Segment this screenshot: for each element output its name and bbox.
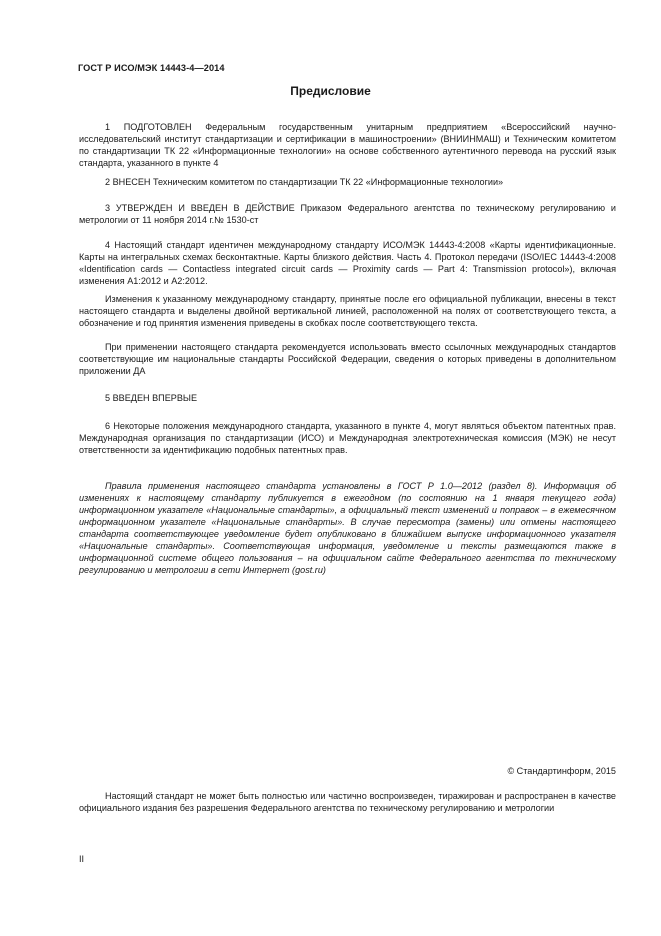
paragraph-3: 3 УТВЕРЖДЕН И ВВЕДЕН В ДЕЙСТВИЕ Приказом Федерального агентства по техническому регулированию и метрологии от 11 ноября 2014 г.№ 1530-ст xyxy=(79,203,616,225)
paragraph-1: 1 ПОДГОТОВЛЕН Федеральным государственным унитарным предприятием «Всероссийский научно-исследовательский институт стандартизации и сертификации в машиностроении» (ВНИИНМАШ) и Техническим комитетом по стандартизации ТК 22 «Информационные технологии» на основе собственного аутентичного перевода на русский язык стандарта, указанного в пункте 4 xyxy=(79,122,616,168)
application-rules-notice: Правила применения настоящего стандарта установлены в ГОСТ Р 1.0—2012 (раздел 8). Информация об изменениях к настоящему стандарту публикуется в ежегодном (по состоянию на 1 января текущего года) информационном указателе «Национальные стандарты», а официальный текст изменений и поправок – в ежемесячном информационном указателе «Национальные стандарты». В случае пересмотра (замены) или отмены настоящего стандарта соответствующее уведомление будет опубликовано в ближайшем выпуске информационного указателя «Национальные стандарты». Соответствующая информация, уведомление и тексты размещаются также в информационной системе общего пользования – на официальном сайте Федерального агентства по техническому регулированию и метрологии в сети Интернет (gost.ru) xyxy=(79,481,616,575)
paragraph-4-changes: Изменения к указанному международному стандарту, принятые после его официальной публикации, внесены в текст настоящего стандарта и выделены двойной вертикальной линией, расположенной на полях от соответствующего текста, а обозначение и год принятия изменения приведены в скобках после соответствующего текста. xyxy=(79,294,616,328)
document-code: ГОСТ Р ИСО/МЭК 14443-4—2014 xyxy=(78,63,225,73)
paragraph-6: 6 Некоторые положения международного стандарта, указанного в пункте 4, могут являться объектом патентных прав. Международная организация по стандартизации (ИСО) и Международная электротехническая комиссия (МЭК) не несут ответственности за идентификацию подобных патентных прав. xyxy=(79,421,616,455)
paragraph-2: 2 ВНЕСЕН Техническим комитетом по стандартизации ТК 22 «Информационные технологии» xyxy=(105,177,504,187)
page-number: II xyxy=(79,854,85,864)
paragraph-5: 5 ВВЕДЕН ВПЕРВЫЕ xyxy=(105,393,198,403)
page-title: Предисловие xyxy=(290,84,371,98)
paragraph-4-references: При применении настоящего стандарта рекомендуется использовать вместо ссылочных международных стандартов соответствующие им национальные стандарты Российской Федерации, сведения о которых приведены в дополнительном приложении ДА xyxy=(79,342,616,376)
copyright: © Стандартинформ, 2015 xyxy=(507,766,616,776)
paragraph-4: 4 Настоящий стандарт идентичен международному стандарту ИСО/МЭК 14443-4:2008 «Карты идентификационные. Карты на интегральных схемах бесконтактные. Карты близкого действия. Часть 4. Протокол передачи (ISO/IEC 14443-4:2008 «Identification cards — Contactless integrated circuit cards — Proximity cards — Part 4: Transmission protocol»), включая изменения А1:2012 и А2:2012. xyxy=(79,240,616,286)
reproduction-notice: Настоящий стандарт не может быть полностью или частично воспроизведен, тиражирован и распространен в качестве официального издания без разрешения Федерального агентства по техническому регулированию и метрологии xyxy=(79,791,616,813)
